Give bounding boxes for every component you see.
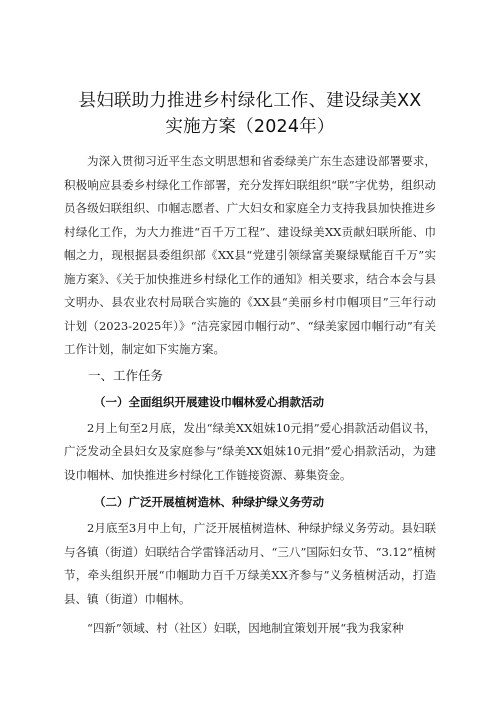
- subsection-1-paragraph: 2月上旬至2月底，发出“绿美XX姐妹10元捐”爱心捐款活动倡议书，广泛发动全县妇女及家庭参与“绿美XX姐妹10元捐”爱心捐款活动，为建设巾帼林、加快推进乡村绿化工作链接资源、募集资金。: [64, 420, 436, 482]
- title-line-2: 实施方案（2024年）: [165, 117, 335, 137]
- document-title: [64, 88, 436, 140]
- subsection-heading-2: （二）广泛开展植树造林、种绿护绿义务劳动: [94, 495, 324, 509]
- title-line-1: 县妇联助力推进乡村绿化工作、建设绿美XX: [78, 91, 422, 111]
- subsection-2-paragraph: 2月底至3月中上旬，广泛开展植树造林、种绿护绿义务劳动。县妇联与各镇（街道）妇联结合学雷锋活动月、“三八”国际妇女节、“3.12”植树节，牵头组织开展“巾帼助力百千万绿美XX齐参与”义务植树活动，打造县、镇（街道）巾帼林。: [64, 521, 436, 606]
- intro-paragraph: 为深入贯彻习近平生态文明思想和省委绿美广东生态建设部署要求，积极响应县委乡村绿化工作部署，充分发挥妇联组织“联”字优势，组织动员各级妇联组织、巾帼志愿者、广大妇女和家庭全力支持我县加快推进乡村绿化工作，为大力推进“百千万工程”、建设绿美XX贡献妇联所能、巾帼之力，现根据县委组织部《XX县“党建引领绿富美聚绿赋能百千万”实施方案》、《关于加快推进乡村绿化工作的通知》相关要求，结合本会与县文明办、县农业农村局联合实施的《XX县“美丽乡村巾帼项目”三年行动计划（2023-2025年）》“洁亮家园巾帼行动”、“绿美家园巾帼行动”有关工作计划，制定如下实施方案。: [64, 154, 436, 356]
- section-heading-work-tasks: 一、工作任务: [88, 367, 164, 383]
- subsection-heading-1: （一）全面组织开展建设巾帼林爱心捐款活动: [94, 394, 324, 409]
- subsection-2-paragraph-2: “四新”领域、村（社区）妇联，因地制宜策划开展“我为我家种: [87, 621, 404, 635]
